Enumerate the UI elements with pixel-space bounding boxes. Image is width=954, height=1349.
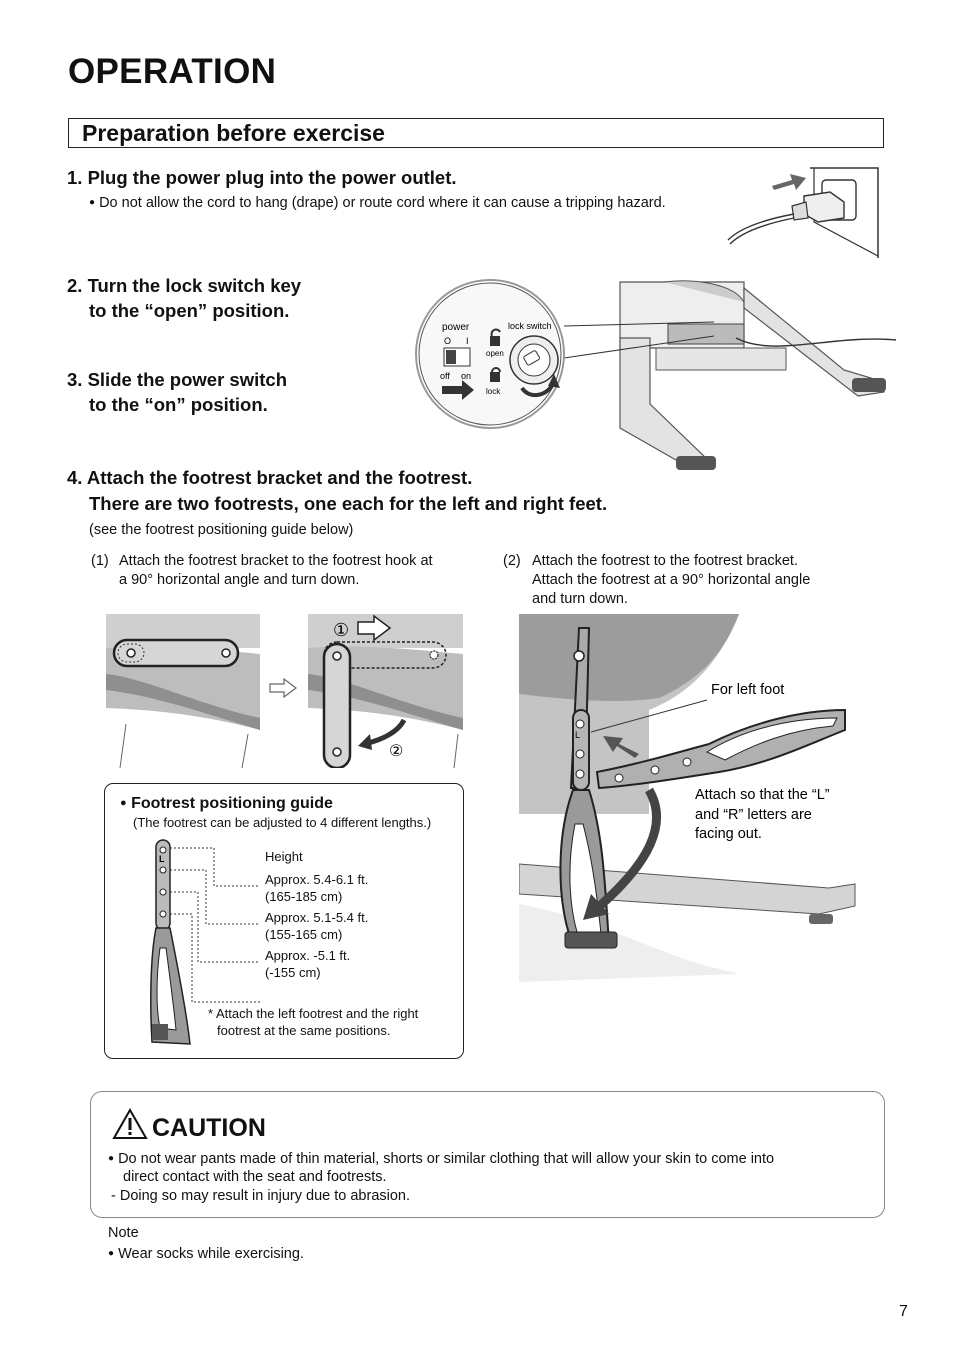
substep1-number: (1) <box>91 553 109 569</box>
switch-on-label: on <box>461 371 472 381</box>
lock-switch-label: lock switch <box>508 321 552 331</box>
switch-i-label: I <box>466 336 469 346</box>
section-header <box>68 118 884 148</box>
guide-row-2-line1: Approx. 5.1-5.4 ft. <box>265 910 369 925</box>
open-label: open <box>486 349 504 358</box>
substep2-line2: Attach the footrest at a 90° horizontal angle <box>532 572 811 588</box>
bracket-marker-2: ② <box>389 743 404 760</box>
attach-note-line2: and “R” letters are <box>695 807 812 823</box>
page-number: 7 <box>899 1303 908 1320</box>
bracket-letter-l: L <box>575 730 581 740</box>
substep1-line2: a 90° horizontal angle and turn down. <box>119 572 360 588</box>
caution-dash-line: - Doing so may result in injury due to abrasion. <box>111 1188 411 1204</box>
guide-row-1-line1: Approx. 5.4-6.1 ft. <box>265 872 369 887</box>
caution-dash-text: Doing so may result in injury due to abrasion. <box>119 1188 411 1204</box>
step3-line2: to the “on” position. <box>89 394 268 415</box>
attach-note-line1: Attach so that the “L” <box>695 787 830 803</box>
step2-line1: 2. Turn the lock switch key <box>67 275 302 296</box>
caution-bullet-line2: direct contact with the seat and footrests. <box>123 1169 387 1185</box>
step3-line1: 3. Slide the power switch <box>67 369 287 390</box>
section-title: Preparation before exercise <box>82 120 385 146</box>
substep1-line1: Attach the footrest bracket to the footrest hook at <box>119 553 433 569</box>
substep2-line3: and turn down. <box>532 591 628 607</box>
switch-panel-illustration <box>414 278 900 488</box>
caution-bullet: ● Do not wear pants made of thin material, shorts or similar clothing that will allow your skin to come into <box>108 1151 775 1167</box>
step4-note: (see the footrest positioning guide below) <box>89 522 354 538</box>
guide-subtitle: (The footrest can be adjusted to 4 different lengths.) <box>133 815 432 830</box>
guide-row-3-line2: (-155 cm) <box>265 965 321 980</box>
step1-bullet: ● Do not allow the cord to hang (drape) or route cord where it can cause a tripping hazard. <box>89 195 666 211</box>
power-plug-illustration <box>722 158 882 262</box>
note-bullet: ● Wear socks while exercising. <box>108 1246 304 1262</box>
switch-o-label: O <box>444 336 452 346</box>
guide-height-label: Height <box>265 849 303 864</box>
step2-line2: to the “open” position. <box>89 300 290 321</box>
guide-letter-l: L <box>159 854 165 864</box>
guide-title-text: Footrest positioning guide <box>131 795 333 812</box>
step4-line2: There are two footrests, one each for the left and right feet. <box>89 493 608 514</box>
footrest-attach-illustration <box>519 614 859 982</box>
bracket-marker-1: ① <box>333 620 350 640</box>
step4-line1: 4. Attach the footrest bracket and the footrest. <box>67 467 473 488</box>
bracket-after-illustration <box>308 614 463 768</box>
note-bullet-text: Wear socks while exercising. <box>118 1246 304 1262</box>
for-left-foot-label: For left foot <box>711 682 785 698</box>
note-label: Note <box>108 1225 139 1241</box>
guide-title: ● Footrest positioning guide <box>120 795 333 812</box>
guide-row-1 <box>265 871 368 905</box>
switch-power-label: power <box>442 322 470 333</box>
guide-row-2 <box>265 909 368 943</box>
step1-bullet-text: Do not allow the cord to hang (drape) or route cord where it can cause a tripping hazard. <box>99 195 666 211</box>
guide-footnote-line1: * Attach the left footrest and the right <box>208 1006 419 1021</box>
switch-off-label: off <box>440 371 450 381</box>
lock-label: lock <box>486 387 501 396</box>
substep2-number: (2) <box>503 553 521 569</box>
arrow-right-icon <box>268 678 298 698</box>
caution-title: CAUTION <box>152 1114 266 1142</box>
guide-footnote-line2: footrest at the same positions. <box>217 1023 391 1038</box>
guide-row-3-line1: Approx. -5.1 ft. <box>265 948 351 963</box>
attach-note-line3: facing out. <box>695 826 762 842</box>
guide-row-2-line2: (155-165 cm) <box>265 927 343 942</box>
step1-heading: 1. Plug the power plug into the power outlet. <box>67 167 457 188</box>
guide-row-3 <box>265 947 350 981</box>
guide-row-1-line2: (165-185 cm) <box>265 889 343 904</box>
bracket-before-illustration <box>106 614 260 768</box>
substep2-line1: Attach the footrest to the footrest bracket. <box>532 553 798 569</box>
warning-triangle-icon <box>112 1108 148 1140</box>
page-title: OPERATION <box>68 52 277 91</box>
caution-bullet-line1: Do not wear pants made of thin material, shorts or similar clothing that will allow your skin to come into <box>118 1151 775 1167</box>
